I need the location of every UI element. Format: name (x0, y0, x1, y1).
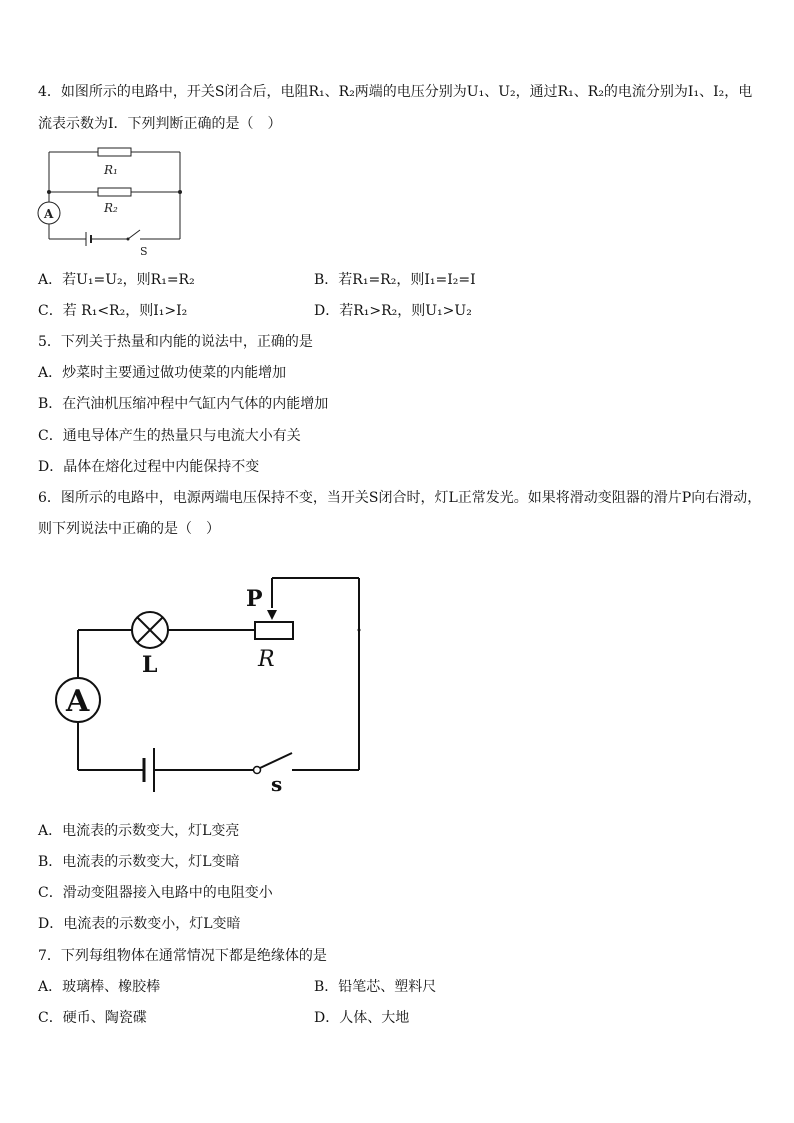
q6-lamp-label: L (142, 652, 158, 678)
q6-resistor-label: R (258, 647, 275, 672)
q6-option-a: A．电流表的示数变大，灯L变亮 (38, 823, 240, 839)
q4-r2-label: R₂ (104, 201, 118, 215)
q5-option-a: A．炒菜时主要通过做功使菜的内能增加 (38, 365, 287, 381)
q7-option-c: C．硬币、陶瓷碟 (38, 1010, 147, 1026)
q6-stem-line1: 6．图所示的电路中，电源两端电压保持不变，当开关S闭合时，灯L正常发光。如果将滑动变阻器的滑片P向右滑动， (38, 490, 762, 506)
q7-option-d: D．人体、大地 (314, 1010, 410, 1026)
q4-stem-line1: 4．如图所示的电路中，开关S闭合后，电阻R₁、R₂两端的电压分别为U₁、U₂，通过R₁、R₂的电流分别为I₁、I₂，电 (38, 84, 753, 100)
q6-option-c: C．滑动变阻器接入电路中的电阻变小 (38, 885, 273, 901)
q4-option-d: D．若R₁>R₂，则U₁>U₂ (314, 303, 472, 319)
q5-option-b: B．在汽油机压缩冲程中气缸内气体的内能增加 (38, 396, 329, 412)
q7-stem: 7．下列每组物体在通常情况下都是绝缘体的是 (38, 948, 327, 964)
q5-option-c: C．通电导体产生的热量只与电流大小有关 (38, 428, 301, 444)
q6-option-d: D．电流表的示数变小，灯L变暗 (38, 916, 241, 932)
q7-option-a: A．玻璃棒、橡胶棒 (38, 979, 161, 995)
q4-r1-label: R₁ (104, 163, 118, 177)
q4-circuit-diagram (36, 146, 186, 258)
q6-ammeter-label: A (66, 684, 90, 719)
q4-switch-label: S (140, 245, 148, 258)
q5-option-d: D．晶体在熔化过程中内能保持不变 (38, 459, 260, 475)
q4-stem-line2: 流表示数为I．下列判断正确的是（ ） (38, 116, 282, 132)
q4-option-c: C．若 R₁<R₂，则I₁>I₂ (38, 303, 188, 319)
q4-ammeter-label: A (44, 207, 54, 221)
q6-circuit-diagram (50, 570, 370, 800)
q5-stem: 5．下列关于热量和内能的说法中，正确的是 (38, 334, 313, 350)
q4-option-b: B．若R₁=R₂，则I₁=I₂=I (314, 272, 476, 288)
q6-slider-label: P (246, 586, 263, 612)
q6-stem-line2: 则下列说法中正确的是（ ） (38, 521, 220, 537)
q4-option-a: A．若U₁=U₂，则R₁=R₂ (38, 272, 195, 288)
q6-switch-label: s (271, 772, 283, 796)
q6-option-b: B．电流表的示数变大，灯L变暗 (38, 854, 240, 870)
q7-option-b: B．铅笔芯、塑料尺 (314, 979, 437, 995)
